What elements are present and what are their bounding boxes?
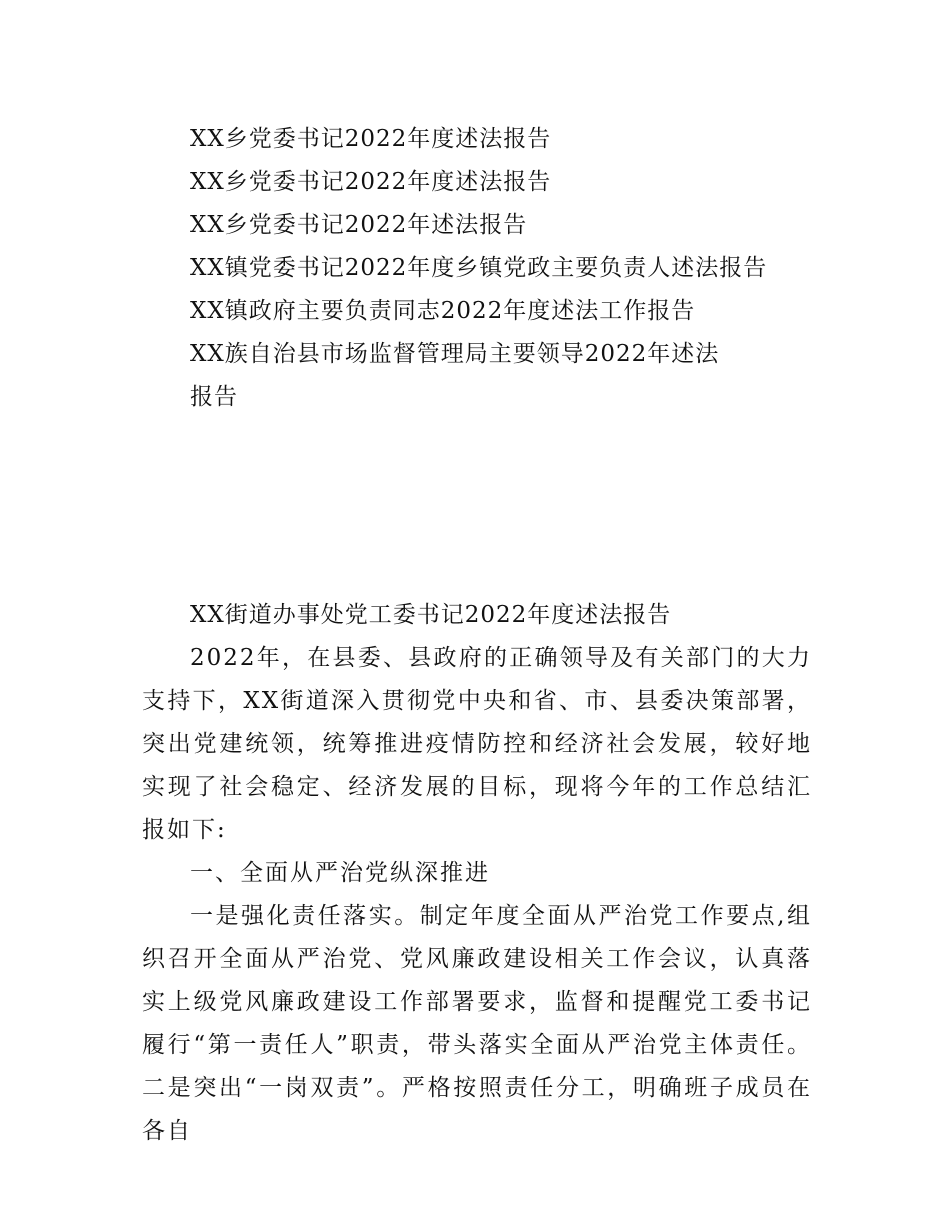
- report-title-item: XX乡党委书记2022年述法报告: [190, 212, 528, 238]
- report-title-item: XX镇政府主要负责同志2022年度述法工作报告: [190, 298, 696, 324]
- article-body: [142, 594, 812, 1153]
- report-title-item: XX乡党委书记2022年度述法报告: [190, 126, 552, 152]
- section-heading: 一、全面从严治党纵深推进: [190, 860, 490, 886]
- report-title-item: XX乡党委书记2022年度述法报告: [190, 169, 552, 195]
- section-paragraph: 一是强化责任落实。制定年度全面从严治党工作要点,组织召开全面从严治党、党风廉政建设相关工作会议，认真落实上级党风廉政建设工作部署要求，监督和提醒党工委书记履行“第一责任人”职责，带头落实全面从严治党主体责任。二是突出“一岗双责”。严格按照责任分工，明确班子成员在各自: [142, 903, 812, 1144]
- report-title-item: XX镇党委书记2022年度乡镇党政主要负责人述法报告: [190, 255, 768, 281]
- intro-paragraph: 2022年，在县委、县政府的正确领导及有关部门的大力支持下，XX街道深入贯彻党中央和省、市、县委决策部署，突出党建统领，统筹推进疫情防控和经济社会发展，较好地实现了社会稳定、经济发展的目标，现将今年的工作总结汇报如下:: [142, 645, 812, 843]
- report-title-list: [190, 118, 790, 419]
- report-title-item-continuation: 报告: [190, 384, 238, 410]
- article-title: XX街道办事处党工委书记2022年度述法报告: [190, 602, 672, 628]
- report-title-item: XX族自治县市场监督管理局主要领导2022年述法: [190, 341, 720, 367]
